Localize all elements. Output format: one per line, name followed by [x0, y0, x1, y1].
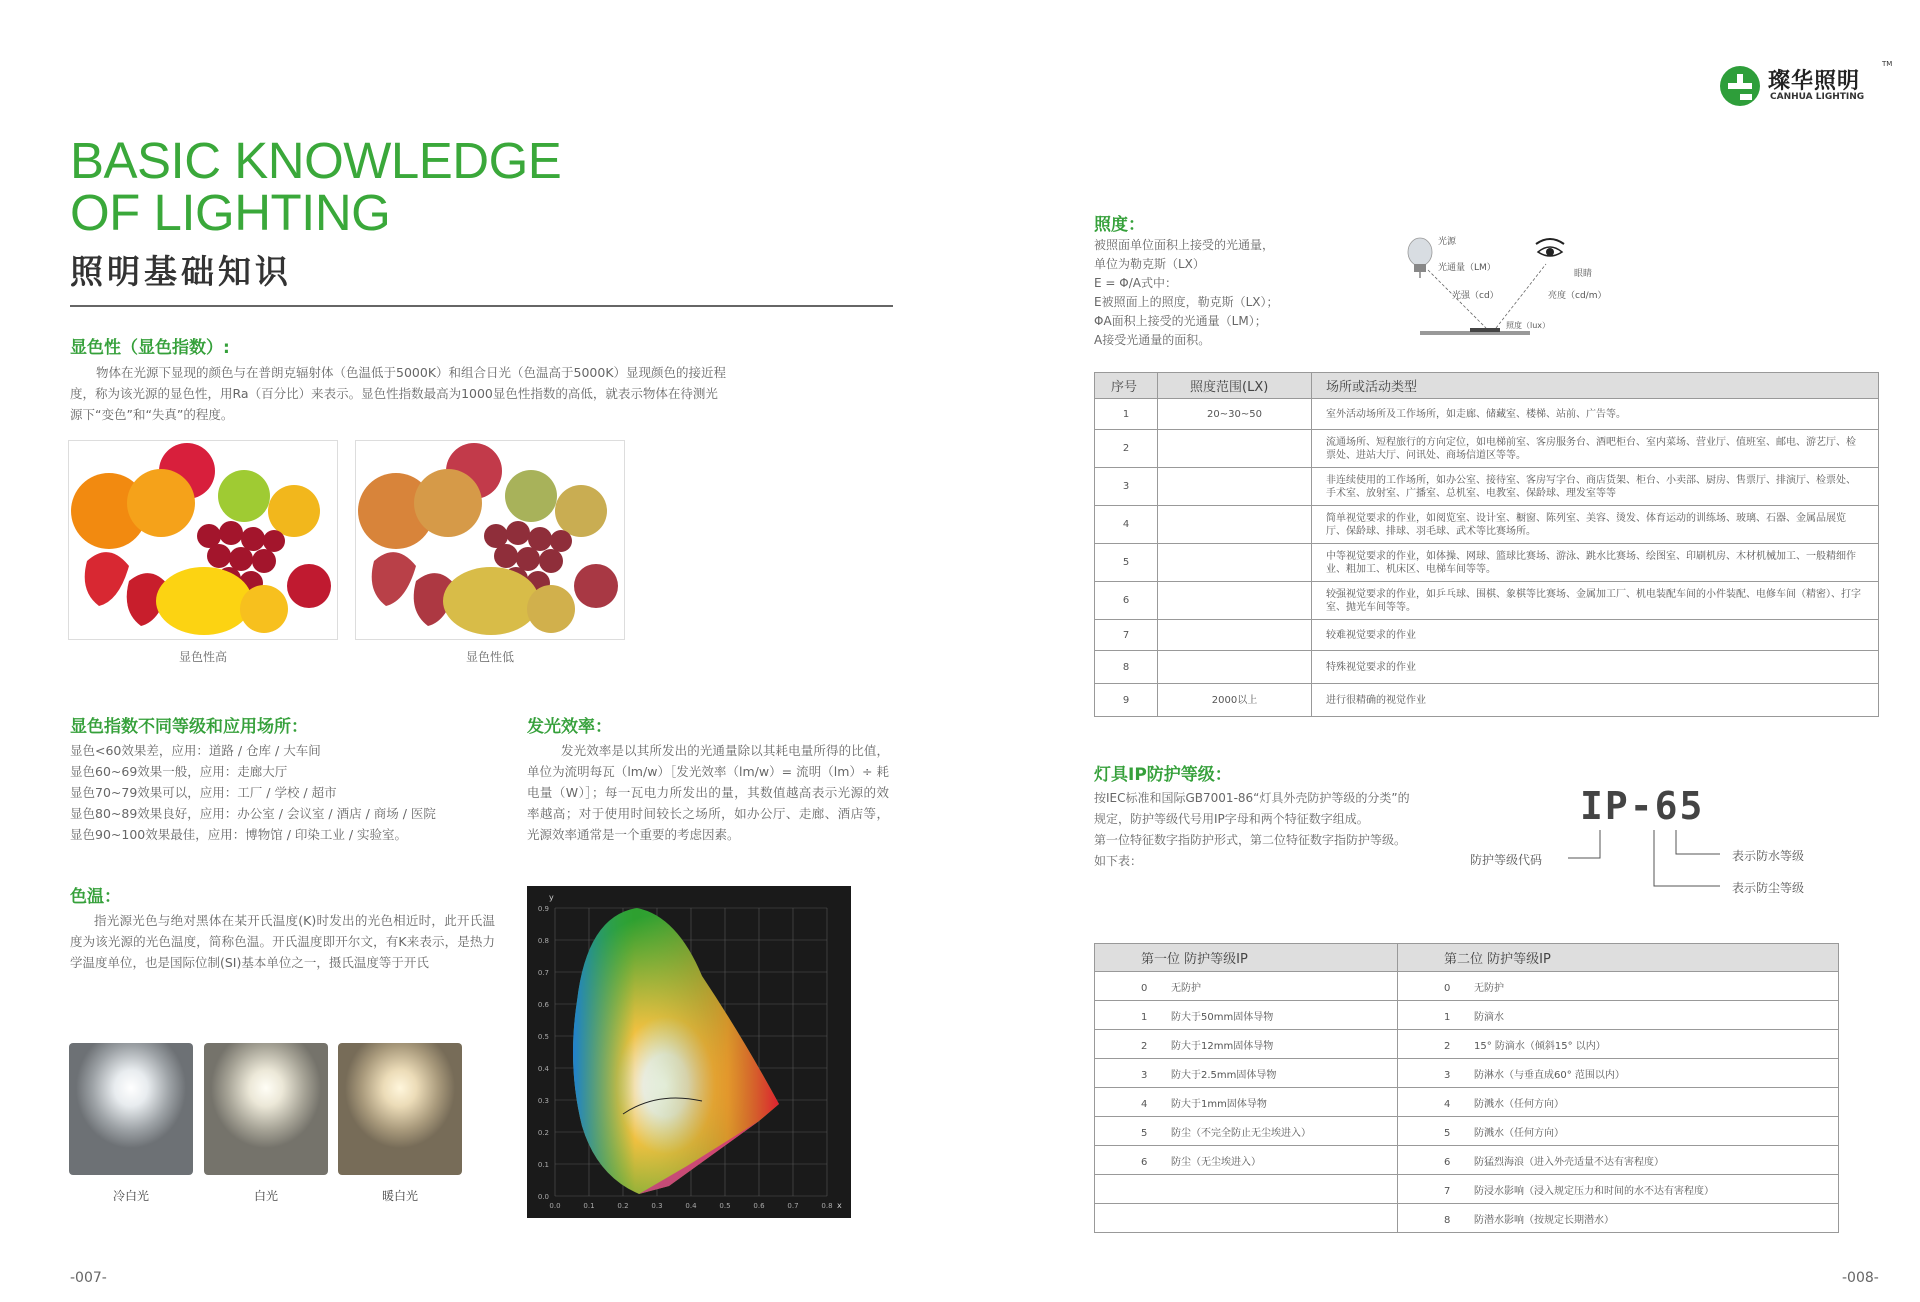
illuminance-line: E被照面上的照度，勒克斯（LX）；: [1094, 295, 1279, 309]
cell-desc: 简单视觉要求的作业，如阅览室、设计室、橱窗、陈列室、美容、烫发、体育运动的训练场、玻璃、石器、金属品展览厅、保龄球、排球、羽毛球、武术等比赛场所。: [1312, 506, 1879, 544]
ip-desc: 防淋水（与垂直成60° 范围以内）: [1474, 1069, 1625, 1081]
cie-y-tick: 0.7: [537, 969, 549, 977]
ip-line: 第一位特征数字指防护形式，第二位特征数字指防护等级。: [1094, 833, 1407, 847]
diagram-illum-label: 照度（lux）: [1506, 321, 1551, 330]
table-row: [1095, 544, 1879, 582]
cri-levels-title: 显色指数不同等级和应用场所：: [70, 717, 308, 737]
table-row: [1095, 620, 1879, 651]
page-number-right: -008-: [1842, 1270, 1879, 1286]
cell-no: 9: [1095, 684, 1158, 717]
table-row: [1095, 1204, 1839, 1233]
ip-desc: 防浸水影响（浸入规定压力和时间的水不达有害程度）: [1474, 1185, 1714, 1197]
ip-digit: 5: [1444, 1127, 1451, 1139]
cell-no: 1: [1095, 399, 1158, 430]
color-rendering-text: 物体在光源下显现的颜色与在普朗克辐射体（色温低于5000K）和组合日光（色温高于5000K）显现颜色的接近程度，称为该光源的显色性，用Ra（百分比）来表示。显色性指数最高为1000显色性指数的高低，就表示物体在待测光源下“变色”和“失真”的程度。: [70, 365, 727, 422]
table-row: [1095, 468, 1879, 506]
ip-desc: 防尘（无尘埃进入）: [1171, 1156, 1261, 1168]
table-row: [1095, 972, 1839, 1001]
cell-ip-1: [1095, 1175, 1398, 1204]
cie-x-tick: 0.7: [787, 1202, 799, 1210]
cri-level-item: 显色60~69效果一般，应用：走廊大厅: [70, 764, 288, 779]
cie-x-tick: 0.4: [685, 1202, 697, 1210]
ip-digit: 3: [1141, 1069, 1148, 1081]
cell-no: 6: [1095, 582, 1158, 620]
ip-dust-label: 表示防尘等级: [1732, 881, 1805, 895]
ip-line: 如下表：: [1094, 854, 1143, 868]
cell-ip-1: [1095, 972, 1398, 1001]
illuminance-line: A接受光通量的面积。: [1094, 333, 1211, 347]
cell-desc: 非连续使用的工作场所，如办公室、接待室、客房写字台、商店货架、柜台、小卖部、厨房、售票厅、排演厅、检票处、手术室、放射室、广播室、总机室、电教室、保龄球、理发室等等: [1312, 468, 1879, 506]
ip-digit: 3: [1444, 1069, 1451, 1081]
table-row: [1095, 1001, 1839, 1030]
table-row: [1095, 506, 1879, 544]
ip-desc: 无防护: [1171, 982, 1201, 994]
fruit-image-low-cri: [355, 440, 625, 640]
bulb-icon: [1408, 238, 1432, 278]
ip-desc: 防猛烈海浪（进入外壳适量不达有害程度）: [1474, 1156, 1664, 1168]
cri-levels-list: [70, 740, 490, 845]
cell-desc: 较强视觉要求的作业，如乒乓球、围棋、象棋等比赛场、金属加工厂、机电装配车间的小件装配、电修车间（精密）、打字室、抛光车间等等。: [1312, 582, 1879, 620]
lamp-warm-white: [338, 1043, 462, 1175]
illuminance-title: 照度：: [1094, 215, 1145, 235]
page-number-left: -007-: [70, 1270, 107, 1286]
cell-range: [1158, 544, 1312, 582]
col-header-second-digit: 第二位 防护等级IP: [1398, 944, 1839, 972]
cell-ip-1: [1095, 1001, 1398, 1030]
cri-level-item: 显色<60效果差，应用：道路 / 仓库 / 大车间: [70, 743, 321, 758]
efficacy-text: 发光效率是以其所发出的光通量除以其耗电量所得的比值，单位为流明每瓦（lm/w）［发光效率（lm/w）= 流明（lm）÷ 耗电量（W）］；每一瓦电力所发出的量，其数值越高表示光源的效率越高；对于使用时间较长之场所，如办公厅、走廊、酒店等，光源效率通常是一个重要的考虑因素。: [527, 743, 889, 842]
cell-ip-1: [1095, 1088, 1398, 1117]
cell-no: 3: [1095, 468, 1158, 506]
table-header-row: [1095, 373, 1879, 399]
illuminance-line: E = Φ/A式中：: [1094, 276, 1177, 290]
ip-code-label: 防护等级代码: [1470, 853, 1543, 867]
col-header-range: 照度范围(LX): [1158, 373, 1312, 399]
illuminance-diagram: [1400, 228, 1630, 344]
ip-digit: 4: [1444, 1098, 1451, 1110]
hero-title-en: [70, 132, 562, 241]
lamp-caption-warm: 暖白光: [381, 1189, 418, 1203]
table-row: [1095, 582, 1879, 620]
cell-ip-2: [1398, 1175, 1839, 1204]
cell-desc: 进行很精确的视觉作业: [1312, 684, 1879, 717]
ip-digit: 0: [1444, 982, 1451, 994]
efficacy-title: 发光效率：: [527, 717, 612, 737]
cie-x-tick: 0.8: [821, 1202, 833, 1210]
col-header-no: 序号: [1095, 373, 1158, 399]
brand-logo: [1718, 60, 1898, 110]
ip-digit: 6: [1141, 1156, 1148, 1168]
ip-desc: 防尘（不完全防止无尘埃进入）: [1171, 1127, 1311, 1139]
ip-desc: 防大于1mm固体导物: [1171, 1098, 1267, 1110]
cell-no: 2: [1095, 430, 1158, 468]
lamp-white: [204, 1043, 328, 1175]
ip-digit: 4: [1141, 1098, 1148, 1110]
eye-icon: [1536, 239, 1564, 256]
cell-ip-2: [1398, 1204, 1839, 1233]
cie-x-tick: 0.0: [549, 1202, 561, 1210]
cell-range: [1158, 582, 1312, 620]
diagram-eye-label: 眼睛: [1574, 269, 1593, 279]
lamp-caption-cool: 冷白光: [112, 1189, 149, 1203]
cie-y-tick: 0.1: [537, 1161, 549, 1169]
ip-desc: 防大于50mm固体导物: [1171, 1011, 1274, 1023]
illuminance-line: ΦA面积上接受的光通量（LM）；: [1094, 314, 1267, 328]
cell-range: [1158, 620, 1312, 651]
ip-desc: 无防护: [1474, 982, 1504, 994]
ip-digit: 1: [1444, 1011, 1451, 1023]
title-divider: [70, 305, 893, 307]
caption-high-cri: 显色性高: [178, 650, 227, 664]
ip-digit: 6: [1444, 1156, 1451, 1168]
color-temp-text: 指光源光色与绝对黑体在某开氏温度(K)时发出的光色相近时，此开氏温度为该光源的光色温度，简称色温。开氏温度即开尔文，有K来表示，是热力学温度单位，也是国际位制(SI)基本单位之一，摄氏温度等于开氏: [70, 913, 495, 970]
cell-ip-2: [1398, 1001, 1839, 1030]
ip-digit: 8: [1444, 1214, 1451, 1226]
cell-range: [1158, 506, 1312, 544]
cell-desc: 流通场所、短程旅行的方向定位，如电梯前室、客房服务台、酒吧柜台、室内菜场、营业厅、值班室、邮电、游艺厅、检票处、进站大厅、问讯处、商场信道区等等。: [1312, 430, 1879, 468]
lamp-caption-white: 白光: [253, 1189, 278, 1203]
cri-level-item: 显色90~100效果最佳，应用：博物馆 / 印染工业 / 实验室。: [70, 827, 408, 842]
cell-ip-2: [1398, 1030, 1839, 1059]
cie-y-tick: 0.4: [537, 1065, 549, 1073]
col-header-desc: 场所或活动类型: [1312, 373, 1879, 399]
table-row: [1095, 651, 1879, 684]
illuminance-line: 被照面单位面积上接受的光通量，: [1094, 238, 1275, 252]
cie-y-tick: 0.2: [537, 1129, 549, 1137]
cell-range: [1158, 430, 1312, 468]
ip-desc: 防大于2.5mm固体导物: [1171, 1069, 1277, 1081]
hero-title-line1: BASIC KNOWLEDGE: [70, 132, 562, 189]
cell-no: 7: [1095, 620, 1158, 651]
logo-cn: 璨华照明: [1768, 69, 1861, 94]
cie-y-label: y: [549, 893, 554, 902]
ip-digit: 0: [1141, 982, 1148, 994]
cell-desc: 特殊视觉要求的作业: [1312, 651, 1879, 684]
table-row: [1095, 1088, 1839, 1117]
logo-tm: TM: [1882, 60, 1893, 68]
cri-level-item: 显色70~79效果可以，应用：工厂 / 学校 / 超市: [70, 785, 337, 800]
ip-line: 规定，防护等级代号用IP字母和两个特征数字组成。: [1094, 812, 1369, 826]
ip-title: 灯具IP防护等级：: [1094, 765, 1232, 785]
cie-y-tick: 0.5: [537, 1033, 549, 1041]
cell-range: 2000以上: [1158, 684, 1312, 717]
ip-desc: 防溅水（任何方向）: [1474, 1098, 1564, 1110]
ip-line: 按IEC标准和国际GB7001-86“灯具外壳防护等级的分类”的: [1094, 791, 1410, 805]
col-header-first-digit: 第一位 防护等级IP: [1095, 944, 1398, 972]
cell-desc: 较难视觉要求的作业: [1312, 620, 1879, 651]
table-row: [1095, 1146, 1839, 1175]
cell-ip-2: [1398, 1059, 1839, 1088]
ip-text: [1094, 788, 1474, 872]
ip-digit: 2: [1141, 1040, 1148, 1052]
ip-water-label: 表示防水等级: [1732, 849, 1805, 863]
color-temp-title: 色温：: [70, 887, 121, 907]
cell-no: 4: [1095, 506, 1158, 544]
cie-x-tick: 0.6: [753, 1202, 765, 1210]
cie-x-label: x: [837, 1201, 842, 1210]
cell-desc: 中等视觉要求的作业，如体操、网球、篮球比赛场、游泳、跳水比赛场、绘图室、印刷机房、木材机械加工、一般精细作业、粗加工、机床区、电梯车间等等。: [1312, 544, 1879, 582]
illuminance-table: [1094, 372, 1879, 717]
cell-ip-2: [1398, 1117, 1839, 1146]
cie-chromaticity-diagram: [527, 886, 851, 1218]
cie-x-tick: 0.2: [617, 1202, 629, 1210]
logo-en: CANHUA LIGHTING: [1770, 92, 1865, 102]
ip-digit: 2: [1444, 1040, 1451, 1052]
table-header-row: [1095, 944, 1839, 972]
diagram-source-label: 光源: [1438, 237, 1457, 247]
illuminance-line: 单位为勒克斯（LX）: [1094, 257, 1205, 271]
illuminance-text: [1094, 236, 1334, 350]
table-row: [1095, 1059, 1839, 1088]
cie-x-tick: 0.3: [651, 1202, 663, 1210]
canhua-logo-icon: [1718, 64, 1762, 108]
cell-ip-1: [1095, 1030, 1398, 1059]
ip-digit: 1: [1141, 1011, 1148, 1023]
table-row: [1095, 399, 1879, 430]
lamp-cool-white: [69, 1043, 193, 1175]
cie-y-tick: 0.9: [537, 905, 549, 913]
ip-desc: 15° 防滴水（倾斜15° 以内）: [1474, 1040, 1606, 1052]
cell-range: [1158, 468, 1312, 506]
color-rendering-title: 显色性（显色指数）:: [70, 338, 230, 358]
table-row: [1095, 1030, 1839, 1059]
ip-digit: 7: [1444, 1185, 1451, 1197]
ip-code-diagram: [1470, 780, 1840, 900]
cell-ip-2: [1398, 972, 1839, 1001]
ip-desc: 防潜水影响（按规定长期潜水）: [1474, 1214, 1614, 1226]
diagram-luminance-label: 亮度（cd/m）: [1548, 291, 1607, 301]
table-row: [1095, 1117, 1839, 1146]
ip-desc: 防滴水: [1474, 1011, 1504, 1023]
ip-desc: 防溅水（任何方向）: [1474, 1127, 1564, 1139]
cie-x-tick: 0.1: [583, 1202, 595, 1210]
cell-ip-1: [1095, 1117, 1398, 1146]
cell-ip-2: [1398, 1088, 1839, 1117]
cell-range: 20~30~50: [1158, 399, 1312, 430]
ip-code: IP-65: [1580, 784, 1705, 828]
ip-digit: 5: [1141, 1127, 1148, 1139]
cie-y-tick: 0.0: [537, 1193, 549, 1201]
cell-ip-2: [1398, 1146, 1839, 1175]
cie-y-tick: 0.3: [537, 1097, 549, 1105]
table-row: [1095, 1175, 1839, 1204]
caption-low-cri: 显色性低: [465, 650, 514, 664]
cell-no: 5: [1095, 544, 1158, 582]
table-row: [1095, 684, 1879, 717]
cell-range: [1158, 651, 1312, 684]
cri-level-item: 显色80~89效果良好，应用：办公室 / 会议室 / 酒店 / 商场 / 医院: [70, 806, 436, 821]
diagram-flux-label: 光通量（LM）: [1438, 263, 1496, 273]
cell-desc: 室外活动场所及工作场所，如走廊、储藏室、楼梯、站前、广告等。: [1312, 399, 1879, 430]
cell-ip-1: [1095, 1204, 1398, 1233]
hero-title-line2: OF LIGHTING: [70, 184, 391, 241]
cie-x-tick: 0.5: [719, 1202, 731, 1210]
cie-y-tick: 0.6: [537, 1001, 549, 1009]
cie-y-tick: 0.8: [537, 937, 549, 945]
cell-ip-1: [1095, 1146, 1398, 1175]
cell-no: 8: [1095, 651, 1158, 684]
ip-rating-table: [1094, 943, 1839, 1233]
ip-desc: 防大于12mm固体导物: [1171, 1040, 1274, 1052]
table-row: [1095, 430, 1879, 468]
cell-ip-1: [1095, 1059, 1398, 1088]
diagram-intensity-label: 光强（cd）: [1452, 291, 1499, 301]
hero-title-cn: 照明基础知识: [70, 252, 292, 291]
fruit-image-high-cri: [68, 440, 338, 640]
